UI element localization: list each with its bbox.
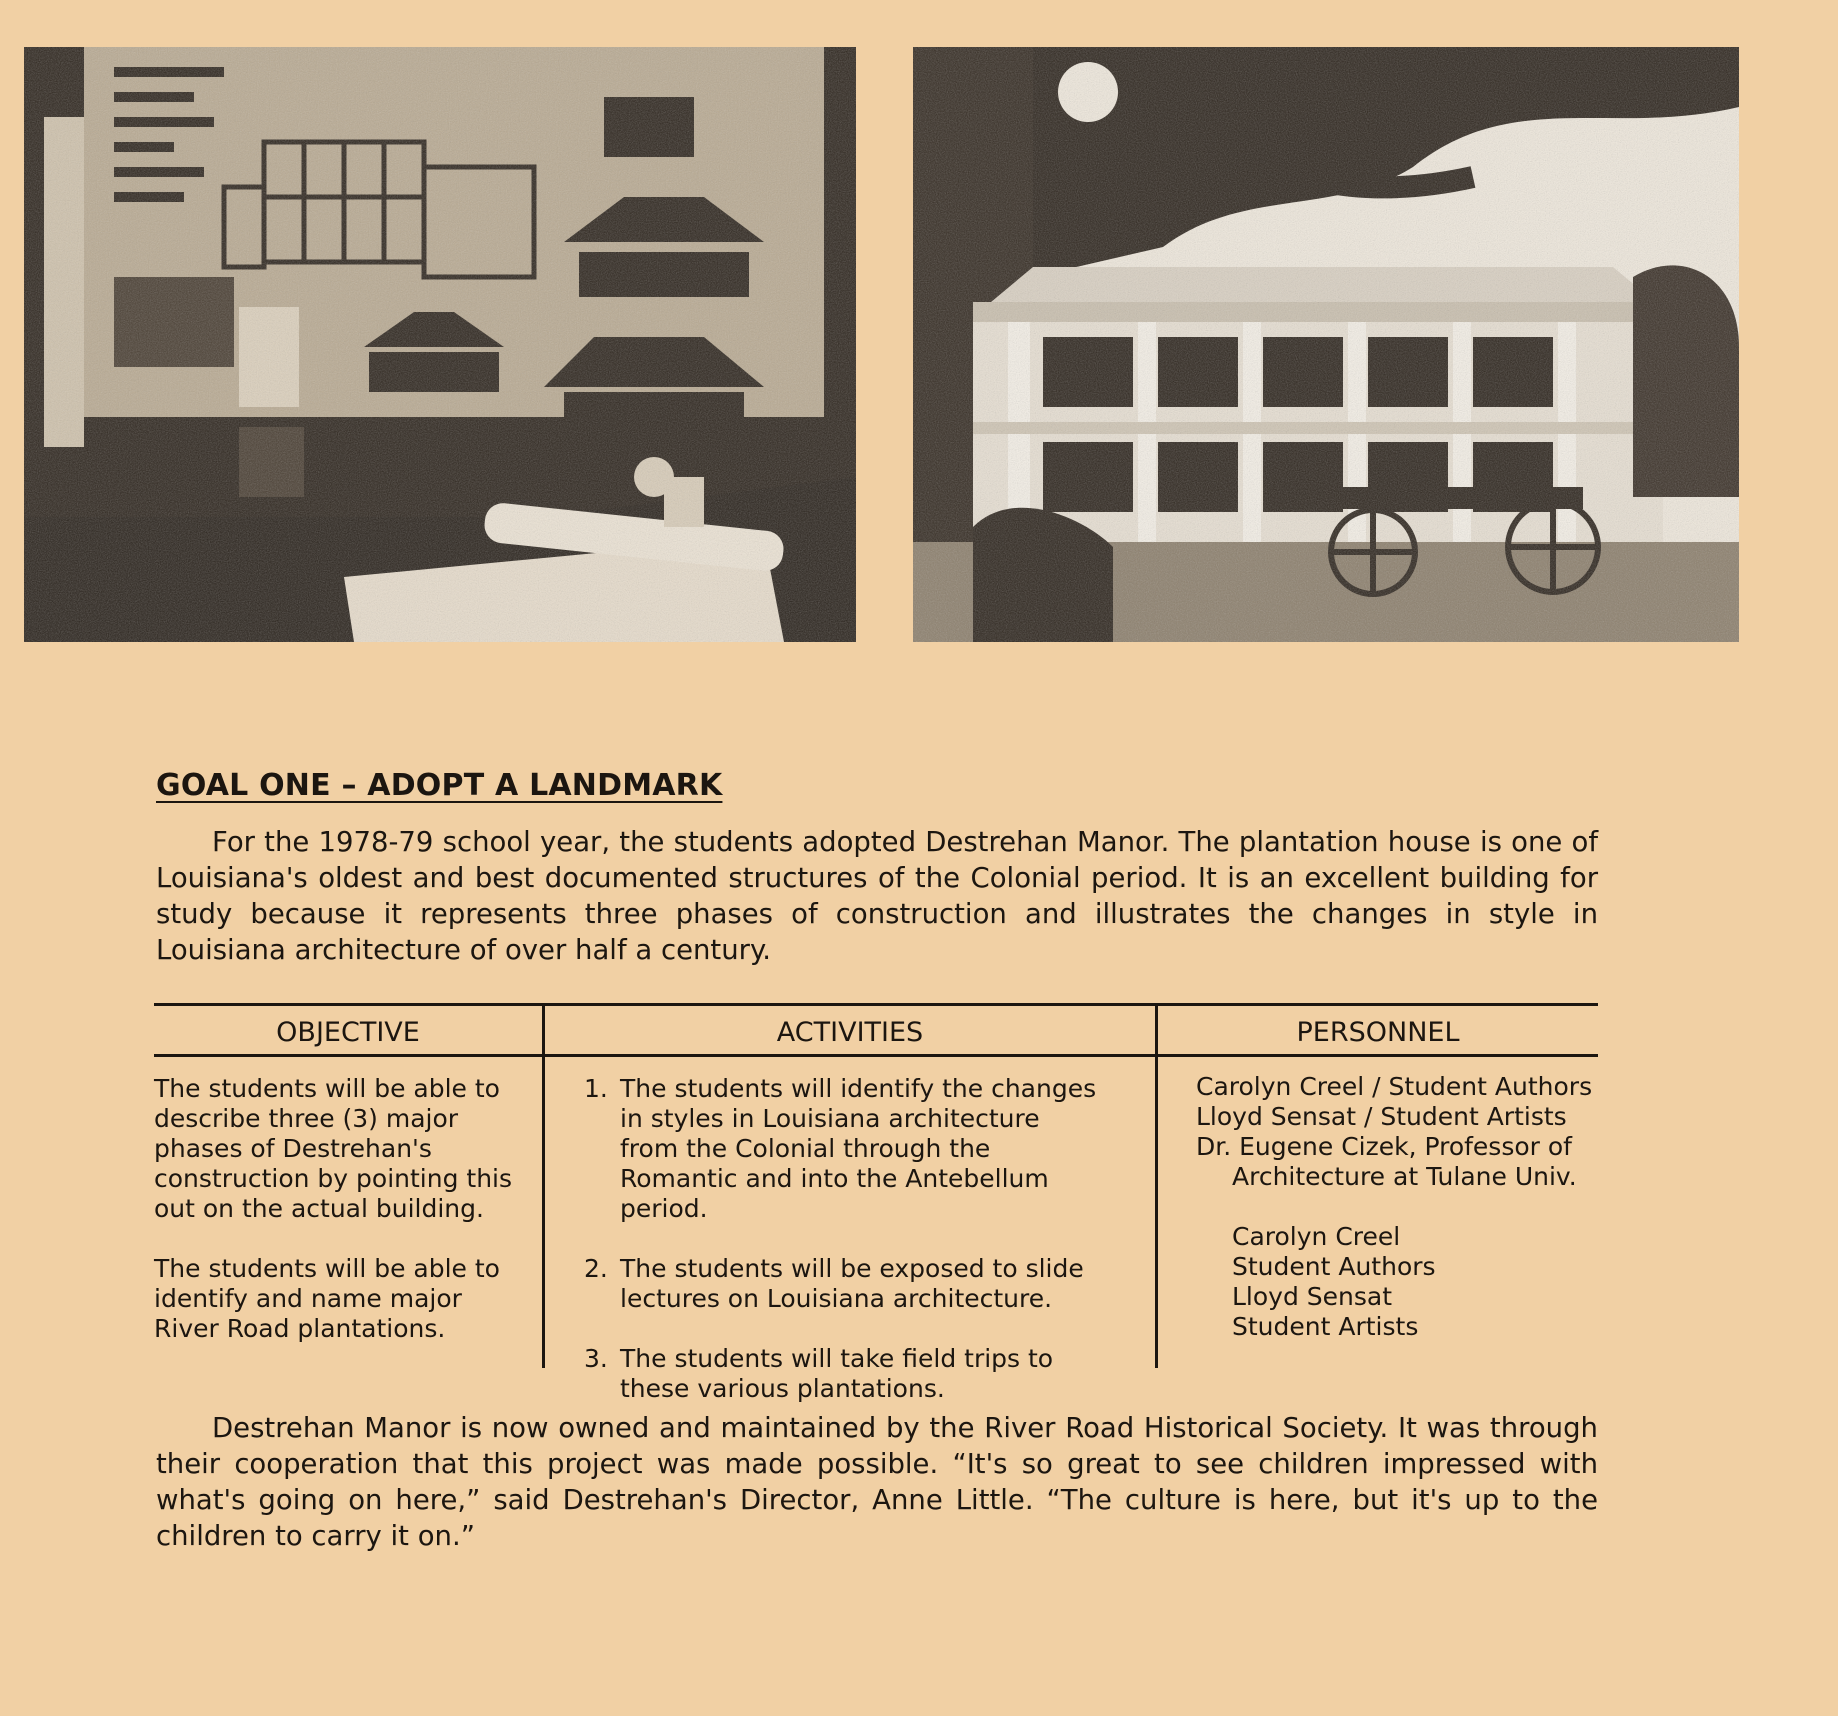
- personnel-line: Dr. Eugene Cizek, Professor of: [1196, 1132, 1572, 1161]
- activities-header: ACTIVITIES: [776, 1017, 924, 1048]
- objective-item: The students will be able to identify and name major River Road plantations.: [154, 1254, 500, 1343]
- activity-text: The students will take field trips to these various plantations.: [620, 1344, 1054, 1403]
- classroom-display-photo: [24, 47, 856, 642]
- activity-item: [584, 1254, 1104, 1314]
- activity-text: The students will be exposed to slide lectures on Louisiana architecture.: [620, 1254, 1084, 1313]
- personnel-cell: [1196, 1072, 1596, 1342]
- goal-heading: GOAL ONE – ADOPT A LANDMARK: [156, 768, 723, 803]
- personnel-line: Student Authors: [1232, 1252, 1436, 1281]
- goal-table: [154, 1003, 1598, 1403]
- activity-number: 1.: [584, 1074, 608, 1103]
- personnel-line: Lloyd Sensat / Student Artists: [1196, 1102, 1567, 1131]
- activity-number: 2.: [584, 1254, 608, 1283]
- plantation-house-icon: [913, 47, 1739, 642]
- activity-text: The students will identify the changes in styles in Louisiana architecture from the Colonial through the Romantic and into the Antebellum period.: [620, 1074, 1097, 1223]
- personnel-line: Carolyn Creel / Student Authors: [1196, 1072, 1593, 1101]
- activities-cell: [584, 1074, 1104, 1404]
- personnel-line: Architecture at Tulane Univ.: [1232, 1162, 1577, 1191]
- personnel-header: PERSONNEL: [1296, 1017, 1460, 1048]
- table-header-rule: [154, 1054, 1598, 1057]
- column-divider: [1155, 1006, 1158, 1368]
- column-divider: [542, 1006, 545, 1368]
- objective-cell: [154, 1074, 514, 1344]
- personnel-line: Student Artists: [1232, 1312, 1419, 1341]
- activity-item: [584, 1074, 1104, 1224]
- classroom-display-icon: [24, 47, 856, 642]
- plantation-house-photo: [913, 47, 1739, 642]
- personnel-line: Carolyn Creel: [1232, 1222, 1401, 1251]
- activity-number: 3.: [584, 1344, 608, 1373]
- closing-paragraph: Destrehan Manor is now owned and maintained by the River Road Historical Society. It was through their cooperation that this project was made possible. “It's so great to see children impressed with what's going on here,” said Destrehan's Director, Anne Little. “The culture is here, but it's up to the children to carry it on.”: [156, 1412, 1598, 1552]
- intro-paragraph: For the 1978-79 school year, the students adopted Destrehan Manor. The plantation house is one of Louisiana's oldest and best documented structures of the Colonial period. It is an excellent building for study because it represents three phases of construction and illustrates the changes in style in Louisiana architecture of over half a century.: [156, 826, 1598, 966]
- activity-item: [584, 1344, 1104, 1404]
- objective-header: OBJECTIVE: [276, 1017, 420, 1048]
- personnel-line: Lloyd Sensat: [1232, 1282, 1393, 1311]
- objective-item: The students will be able to describe three (3) major phases of Destrehan's construction by pointing this out on the actual building.: [154, 1074, 513, 1223]
